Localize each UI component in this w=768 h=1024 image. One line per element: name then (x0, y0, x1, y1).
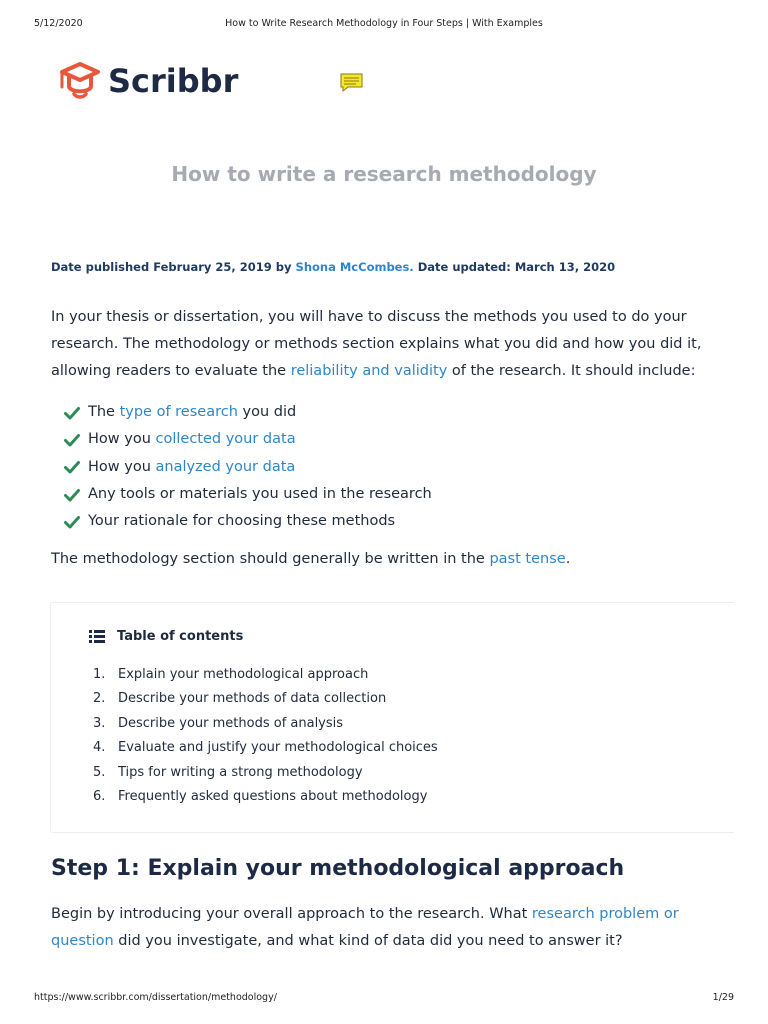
checklist-item (64, 508, 432, 535)
check-icon (64, 488, 80, 502)
toc-item-number: 2. (93, 691, 106, 707)
toc-heading-label: Table of contents (117, 629, 244, 644)
reliability-validity-link[interactable]: reliability and validity (290, 363, 448, 379)
checklist-text: Your rationale for choosing these methods (88, 513, 396, 530)
checklist-text: Any tools or materials you used in the research (88, 485, 432, 502)
intro-text: In your thesis or dissertation, you will have to discuss the methods you used to do your research. The methodology or methods section explains what you did and how you did it, allowing readers to evaluate the (51, 309, 702, 379)
tense-text: The methodology section should generally be written in the (51, 551, 490, 567)
checklist-item (64, 481, 432, 508)
step-1-heading: Step 1: Explain your methodological approach (51, 856, 625, 881)
logo-wordmark: Scribbr (108, 62, 239, 100)
published-date: Date published February 25, 2019 by (51, 260, 296, 274)
past-tense-link[interactable]: past tense (489, 551, 566, 567)
toc-list (93, 663, 438, 809)
toc-item-label: Describe your methods of analysis (118, 715, 344, 731)
checklist-text-end: you did (242, 404, 297, 420)
print-document-title: How to Write Research Methodology in Four Steps | With Examples (225, 18, 543, 29)
toc-item[interactable] (93, 687, 438, 711)
comment-note-icon[interactable] (340, 73, 364, 93)
scribbr-logo[interactable] (58, 60, 238, 102)
checklist-item (64, 399, 432, 426)
toc-item-label: Frequently asked questions about methodology (118, 788, 428, 804)
check-icon (64, 433, 80, 447)
check-icon (64, 406, 80, 420)
toc-item-label: Explain your methodological approach (118, 667, 369, 682)
toc-item-label: Tips for writing a strong methodology (118, 764, 363, 780)
checklist-text: How you (88, 431, 151, 448)
check-icon (64, 515, 80, 529)
toc-item-label: Describe your methods of data collection (118, 691, 387, 707)
step-1-paragraph (51, 901, 711, 955)
toc-heading (89, 629, 243, 644)
print-date: 5/12/2020 (34, 18, 83, 29)
toc-item[interactable] (93, 785, 438, 809)
step-1-text-end: did you investigate, and what kind of data did you need to answer it? (113, 933, 623, 949)
list-icon (89, 630, 105, 643)
checklist-item (64, 454, 432, 481)
print-url: https://www.scribbr.com/dissertation/methodology/ (34, 992, 277, 1003)
updated-date: Date updated: March 13, 2020 (413, 260, 616, 274)
toc-item-number: 1. (93, 667, 106, 682)
collected-data-link[interactable]: collected your data (155, 431, 296, 448)
intro-text-end: of the research. It should include: (447, 363, 696, 379)
publication-meta (51, 260, 615, 274)
table-of-contents (50, 602, 734, 833)
toc-item-number: 3. (93, 715, 106, 731)
step-1-text: Begin by introducing your overall approach to the research. What (51, 906, 532, 922)
checklist-item (64, 426, 432, 453)
page-title: How to write a research methodology (171, 162, 597, 186)
past-tense-paragraph (51, 546, 711, 573)
toc-item-number: 6. (93, 788, 106, 804)
analyzed-data-link[interactable]: analyzed your data (155, 458, 296, 475)
includes-checklist (64, 399, 432, 535)
toc-item-label: Evaluate and justify your methodological choices (118, 740, 438, 756)
toc-item[interactable] (93, 761, 438, 785)
toc-item-number: 4. (93, 740, 106, 756)
checklist-text: The (88, 404, 115, 420)
check-icon (64, 460, 80, 474)
toc-item[interactable] (93, 712, 438, 736)
page-number: 1/29 (712, 992, 734, 1003)
tense-text-end: . (565, 551, 571, 567)
type-of-research-link[interactable]: type of research (119, 404, 238, 420)
toc-item[interactable] (93, 736, 438, 760)
intro-paragraph (51, 304, 711, 385)
checklist-text: How you (88, 458, 151, 475)
toc-item-number: 5. (93, 764, 106, 780)
author-link[interactable]: Shona McCombes. (295, 260, 414, 274)
graduation-cap-icon (58, 60, 102, 102)
research-problem-link[interactable]: research problem or question (51, 906, 679, 949)
toc-item[interactable] (93, 663, 438, 687)
